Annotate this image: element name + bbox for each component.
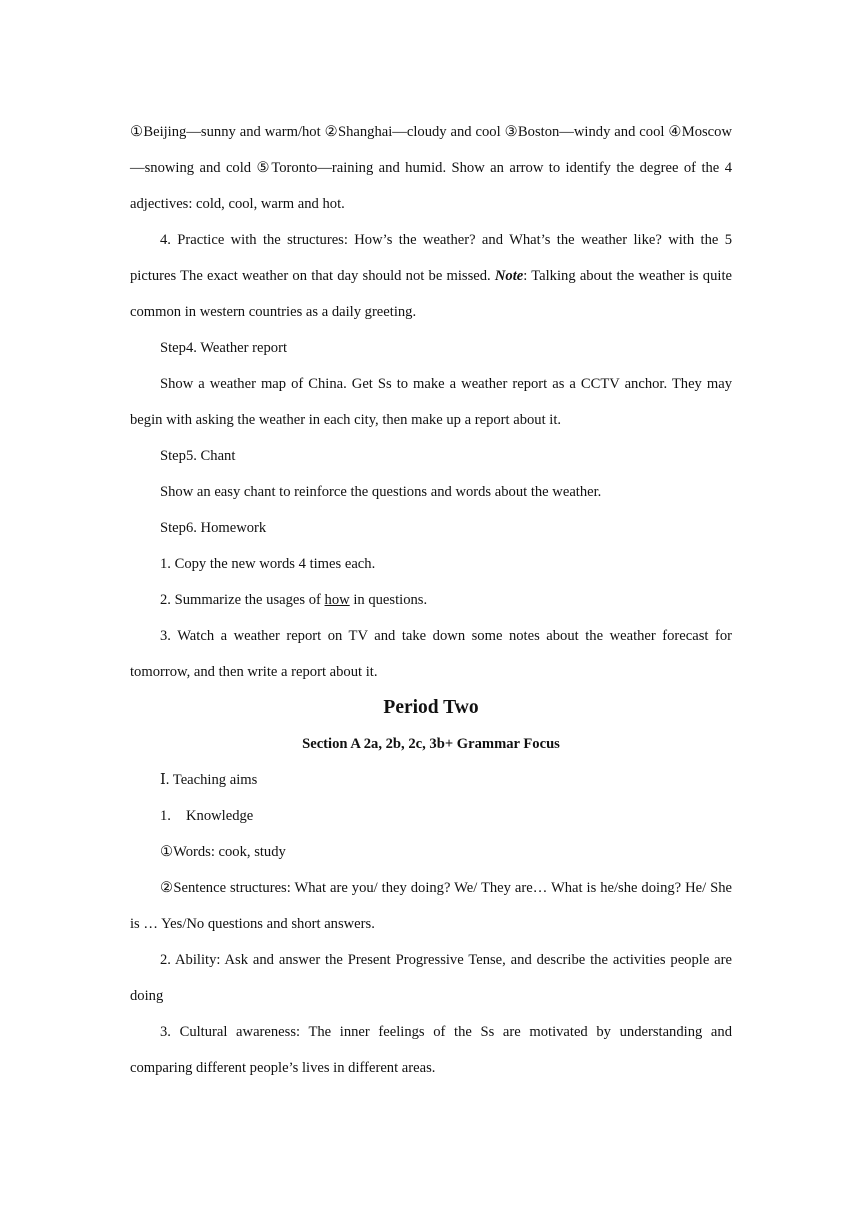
- cultural-awareness-item: 3. Cultural awareness: The inner feelings of the Ss are motivated by understanding and comparing different people’s lives in different areas.: [130, 1024, 732, 1076]
- knowledge-heading: [130, 798, 732, 834]
- knowledge-number: 1.: [160, 808, 171, 824]
- homework-item-2-end: in questions.: [349, 592, 428, 608]
- step5-heading: Step5. Chant: [160, 448, 236, 464]
- practice-paragraph: [130, 222, 732, 330]
- homework-item-2-text: 2. Summarize the usages of: [160, 592, 325, 608]
- homework-item-3: 3. Watch a weather report on TV and take down some notes about the weather forecast for tomorrow, and then write a report about it.: [130, 628, 732, 680]
- teaching-aims-heading: Ⅰ. Teaching aims: [160, 772, 258, 788]
- practice-text: 4. Practice with the structures: How’s the weather? and What’s the weather like? with the 5 pictures The exact weather on that day should not be missed.: [130, 232, 732, 284]
- words-item: ①Words: cook, study: [160, 844, 286, 860]
- step5-paragraph: Show an easy chant to reinforce the questions and words about the weather.: [160, 484, 602, 500]
- knowledge-label: Knowledge: [186, 808, 254, 824]
- step6-heading: Step6. Homework: [160, 520, 267, 536]
- ability-item: 2. Ability: Ask and answer the Present Progressive Tense, and describe the activities people are doing: [130, 952, 732, 1004]
- homework-item-2: [130, 582, 732, 618]
- sentence-structures-item: ②Sentence structures: What are you/ they doing? We/ They are… What is he/she doing? He/ She is … Yes/No questions and short answers.: [130, 880, 732, 932]
- step4-paragraph: Show a weather map of China. Get Ss to make a weather report as a CCTV anchor. They may begin with asking the weather in each city, then make up a report about it.: [130, 376, 732, 428]
- practice-note-text: : Talking about the weather is quite common in western countries as a daily greeting.: [130, 268, 732, 320]
- how-underlined: how: [324, 592, 350, 608]
- city-weather-paragraph: ①Beijing—sunny and warm/hot ②Shanghai—cloudy and cool ③Boston—windy and cool ④Moscow—snowing and cold ⑤Toronto—raining and humid. Show an arrow to identify the degree of the 4 adjectives: cold, cool, warm and hot.: [130, 124, 732, 212]
- homework-item-1: 1. Copy the new words 4 times each.: [160, 556, 376, 572]
- period-title: Period Two: [383, 697, 479, 718]
- document-body: [130, 114, 732, 1086]
- note-label: Note: [494, 268, 524, 284]
- step4-heading: Step4. Weather report: [160, 340, 288, 356]
- section-title: Section A 2a, 2b, 2c, 3b+ Grammar Focus: [302, 736, 560, 752]
